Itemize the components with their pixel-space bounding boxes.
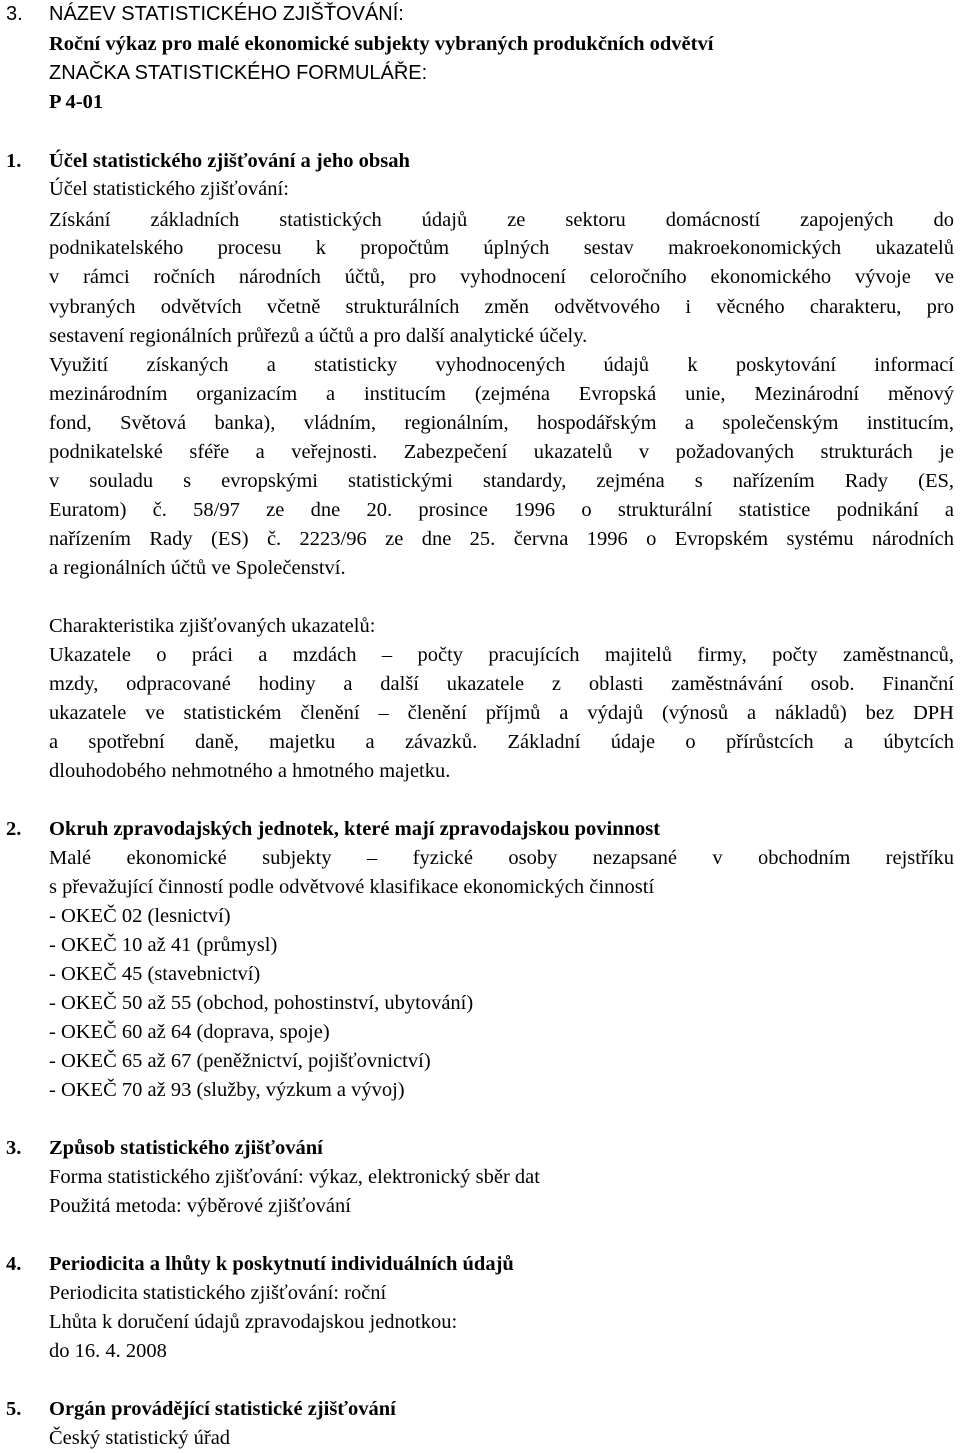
form-code: P 4-01: [49, 91, 104, 113]
indicators-line: Ukazatele o práci a mzdách – počty pracujících majitelů firmy, počty zaměstnanců,: [49, 644, 954, 666]
deadline-date: do 16. 4. 2008: [49, 1340, 167, 1362]
okec-list-item: - OKEČ 50 až 55 (obchod, pohostinství, ubytování): [49, 992, 474, 1014]
deadline-label: Lhůta k doručení údajů zpravodajskou jednotkou:: [49, 1311, 458, 1333]
okec-list-item: - OKEČ 70 až 93 (služby, výzkum a vývoj): [49, 1079, 405, 1101]
survey-periodicity: Periodicita statistického zjišťování: roční: [49, 1282, 387, 1304]
usage-line: a regionálních účtů ve Společenství.: [49, 557, 346, 579]
authority-name: Český statistický úřad: [49, 1427, 231, 1449]
okec-list-item: - OKEČ 65 až 67 (peněžnictví, pojišťovnictví): [49, 1050, 431, 1072]
okec-list-item: - OKEČ 60 až 64 (doprava, spoje): [49, 1021, 330, 1043]
section2-intro-line: Malé ekonomické subjekty – fyzické osoby nezapsané v obchodním rejstříku: [49, 847, 954, 869]
usage-line: podnikatelské sféře a veřejnosti. Zabezpečení ukazatelů v požadovaných strukturách je: [49, 441, 954, 463]
indicators-line: dlouhodobého nehmotného a hmotného majetku.: [49, 760, 451, 782]
purpose-line: sestavení regionálních průřezů a účtů a pro další analytické účely.: [49, 325, 588, 347]
header-number: 3.: [6, 3, 23, 25]
usage-line: mezinárodním organizacím a institucím (zejména Evropská unie, Mezinárodní měnový: [49, 383, 954, 405]
usage-line: v souladu s evropskými statistickými standardy, zejména s nařízením Rady (ES,: [49, 470, 954, 492]
usage-line: fond, Světová banka), vládním, regionálním, hospodářským a společenským institucím,: [49, 412, 954, 434]
survey-form: Forma statistického zjišťování: výkaz, elektronický sběr dat: [49, 1166, 540, 1188]
section4-title: Periodicita a lhůty k poskytnutí individuálních údajů: [49, 1253, 514, 1275]
usage-line: nařízením Rady (ES) č. 2223/96 ze dne 25. června 1996 o Evropském systému národních: [49, 528, 954, 550]
section1-title: Účel statistického zjišťování a jeho obsah: [49, 150, 410, 172]
survey-method: Použitá metoda: výběrové zjišťování: [49, 1195, 351, 1217]
survey-name: Roční výkaz pro malé ekonomické subjekty vybraných produkčních odvětví: [49, 33, 714, 55]
survey-name-label: NÁZEV STATISTICKÉHO ZJIŠŤOVÁNÍ:: [49, 3, 404, 25]
section3-number: 3.: [6, 1137, 22, 1159]
form-code-label: ZNAČKA STATISTICKÉHO FORMULÁŘE:: [49, 62, 428, 84]
section3-title: Způsob statistického zjišťování: [49, 1137, 323, 1159]
section2-number: 2.: [6, 818, 22, 840]
section5-title: Orgán provádějící statistické zjišťování: [49, 1398, 396, 1420]
okec-list-item: - OKEČ 10 až 41 (průmysl): [49, 934, 278, 956]
indicators-line: a spotřební daně, majetku a závazků. Základní údaje o přírůstcích a úbytcích: [49, 731, 954, 753]
indicators-label: Charakteristika zjišťovaných ukazatelů:: [49, 615, 376, 637]
okec-list-item: - OKEČ 02 (lesnictví): [49, 905, 231, 927]
okec-list-item: - OKEČ 45 (stavebnictví): [49, 963, 261, 985]
section5-number: 5.: [6, 1398, 22, 1420]
purpose-line: podnikatelského procesu k propočtům úplných sestav makroekonomických ukazatelů: [49, 237, 954, 259]
section1-number: 1.: [6, 150, 22, 172]
usage-line: Euratom) č. 58/97 ze dne 20. prosince 1996 o strukturální statistice podnikání a: [49, 499, 954, 521]
indicators-line: mzdy, odpracované hodiny a další ukazatele z oblasti zaměstnávání osob. Finanční: [49, 673, 954, 695]
section2-intro-line: s převažující činností podle odvětvové klasifikace ekonomických činností: [49, 876, 655, 898]
purpose-line: vybraných odvětvích včetně strukturálních změn odvětvového i věcného charakteru, pro: [49, 296, 954, 318]
usage-line: Využití získaných a statisticky vyhodnocených údajů k poskytování informací: [49, 354, 954, 376]
indicators-line: ukazatele ve statistickém členění – členění příjmů a výdajů (výnosů a nákladů) bez DPH: [49, 702, 954, 724]
purpose-line: Získání základních statistických údajů ze sektoru domácností zapojených do: [49, 209, 954, 231]
purpose-label: Účel statistického zjišťování:: [49, 178, 289, 200]
section2-title: Okruh zpravodajských jednotek, které mají zpravodajskou povinnost: [49, 818, 661, 840]
purpose-line: v rámci ročních národních účtů, pro vyhodnocení celoročního ekonomického vývoje ve: [49, 266, 954, 288]
section4-number: 4.: [6, 1253, 22, 1275]
